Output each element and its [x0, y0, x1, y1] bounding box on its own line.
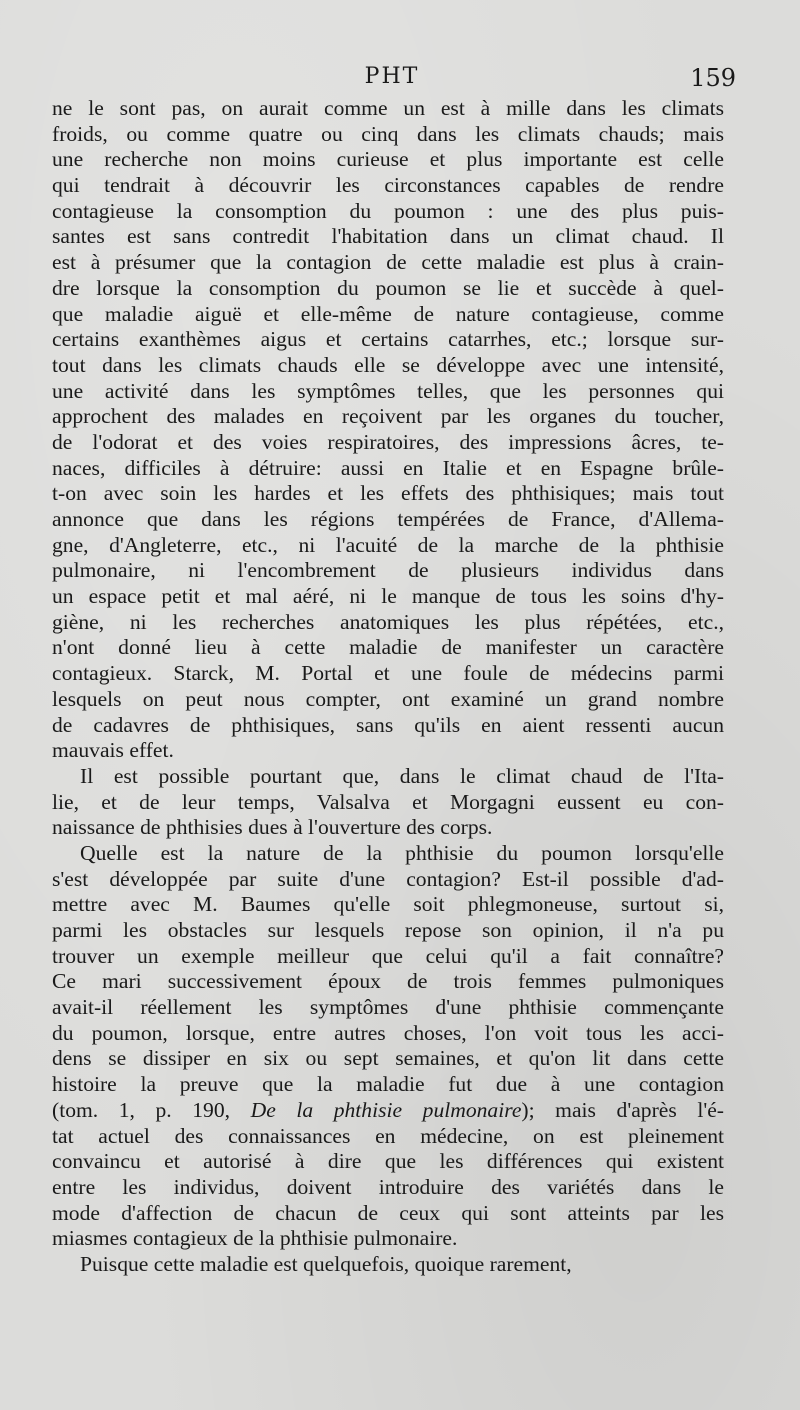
text-line: de cadavres de phthisiques, sans qu'ils en aient ressenti aucun	[52, 712, 724, 737]
text-line: entre les individus, doivent introduire des variétés dans le	[52, 1174, 724, 1199]
text-line: tout dans les climats chauds elle se développe avec une intensité,	[52, 352, 724, 377]
text-line: ne le sont pas, on aurait comme un est à mille dans les climats	[52, 96, 724, 120]
text-line: un espace petit et mal aéré, ni le manque de tous les soins d'hy-	[52, 584, 724, 609]
text-line: lie, et de leur temps, Valsalva et Morgagni eussent eu con-	[52, 789, 724, 814]
text-line: Puisque cette maladie est quelquefois, quoique rarement,	[80, 1251, 572, 1276]
text-line: annonce que dans les régions tempérées de France, d'Allema-	[52, 507, 724, 531]
text-line: pulmonaire, ni l'encombrement de plusieurs individus dans	[52, 558, 724, 583]
text-line: naces, difficiles à détruire: aussi en Italie et en Espagne brûle-	[52, 455, 724, 480]
text-line: contagieuse la consomption du poumon : une des plus puis-	[52, 198, 724, 223]
text-line: Il est possible pourtant que, dans le climat chaud de l'Ita-	[80, 763, 724, 788]
text-line: du poumon, lorsque, entre autres choses, l'on voit tous les acci-	[52, 1020, 724, 1045]
text-line: qui tendrait à découvrir les circonstances capables de rendre	[52, 173, 724, 198]
text-line: Ce mari successivement époux de trois femmes pulmoniques	[52, 969, 724, 994]
text-line: mode d'affection de chacun de ceux qui sont atteints par les	[52, 1200, 724, 1225]
text-line: gne, d'Angleterre, etc., ni l'acuité de la marche de la phthisie	[52, 532, 724, 557]
text-line: convaincu et autorisé à dire que les différences qui existent	[52, 1149, 724, 1174]
body-text	[52, 96, 724, 1278]
text-line: approchent des malades en reçoivent par les organes du toucher,	[52, 404, 724, 429]
page-number: 159	[690, 64, 736, 92]
paragraph	[52, 1252, 724, 1278]
text-line: certains exanthèmes aigus et certains catarrhes, etc.; lorsque sur-	[52, 327, 724, 352]
text-line: t-on avec soin les hardes et les effets des phthisiques; mais tout	[52, 481, 724, 506]
text-line: de l'odorat et des voies respiratoires, des impressions âcres, te-	[52, 429, 724, 454]
text-line: parmi les obstacles sur lesquels repose son opinion, il n'a pu	[52, 918, 724, 942]
text-line: une recherche non moins curieuse et plus importante est celle	[52, 147, 724, 172]
text-line: Quelle est la nature de la phthisie du poumon lorsqu'elle	[80, 840, 724, 865]
text-line: froids, ou comme quatre ou cinq dans les climats chauds; mais	[52, 121, 724, 146]
paragraph	[52, 764, 724, 841]
text-line: lesquels on peut nous compter, ont examiné un grand nombre	[52, 686, 724, 711]
text-line: (tom. 1, p. 190, De la phthisie pulmonaire); mais d'après l'é-	[52, 1097, 724, 1122]
text-line: trouver un exemple meilleur que celui qu'il a fait connaître?	[52, 943, 724, 968]
text-line: mauvais effet.	[52, 738, 174, 763]
text-line: giène, ni les recherches anatomiques les plus répétées, etc.,	[52, 609, 724, 634]
text-line: est à présumer que la contagion de cette maladie est plus à crain-	[52, 250, 724, 275]
text-line: une activité dans les symptômes telles, que les personnes qui	[52, 378, 724, 403]
text-line: que maladie aiguë et elle-même de nature contagieuse, comme	[52, 301, 724, 326]
text-line: naissance de phthisies dues à l'ouverture des corps.	[52, 815, 493, 840]
text-line: s'est développée par suite d'une contagion? Est-il possible d'ad-	[52, 866, 724, 891]
running-head	[48, 64, 736, 98]
text-line: santes est sans contredit l'habitation dans un climat chaud. Il	[52, 224, 724, 249]
text-line: n'ont donné lieu à cette maladie de manifester un caractère	[52, 635, 724, 660]
paragraph	[52, 841, 724, 1252]
text-line: contagieux. Starck, M. Portal et une foule de médecins parmi	[52, 661, 724, 686]
text-line: dens se dissiper en six ou sept semaines, et qu'on lit dans cette	[52, 1046, 724, 1071]
text-line: dre lorsque la consomption du poumon se lie et succède à quel-	[52, 275, 724, 300]
text-line: tat actuel des connaissances en médecine, on est pleinement	[52, 1123, 724, 1148]
text-line: mettre avec M. Baumes qu'elle soit phlegmoneuse, surtout si,	[52, 892, 724, 917]
text-line: histoire la preuve que la maladie fut due à une contagion	[52, 1072, 724, 1097]
running-title: PHT	[364, 64, 420, 89]
text-line: avait-il réellement les symptômes d'une phthisie commençante	[52, 995, 724, 1020]
text-line: miasmes contagieux de la phthisie pulmonaire.	[52, 1226, 458, 1251]
paragraph	[52, 96, 724, 764]
